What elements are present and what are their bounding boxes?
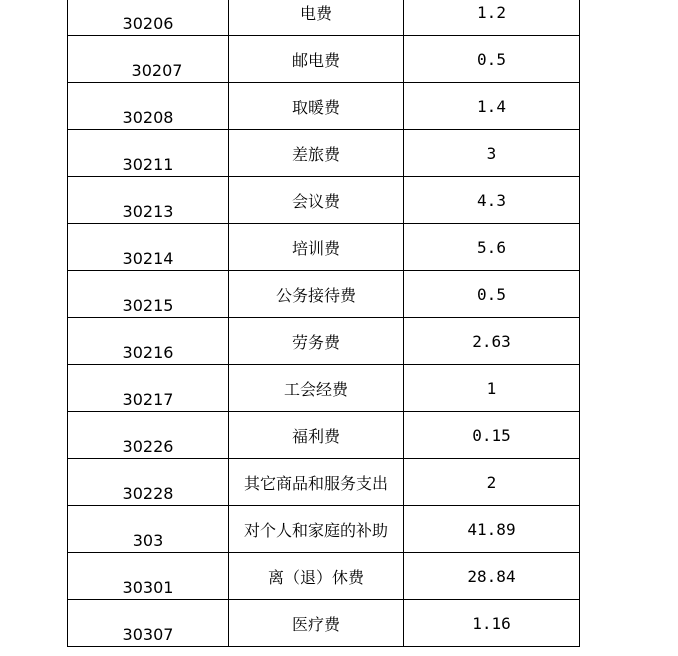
- item-name-cell: 差旅费: [229, 130, 404, 177]
- amount-cell: 2: [404, 459, 580, 506]
- code-text: 30211: [122, 155, 174, 174]
- amount-cell: 4.3: [404, 177, 580, 224]
- code-text: 30216: [122, 343, 174, 362]
- table-row: [68, 459, 580, 506]
- table-row: [68, 600, 580, 647]
- amount-cell: 3: [404, 130, 580, 177]
- code-cell: [68, 36, 229, 83]
- table-row: [68, 130, 580, 177]
- table-row: [68, 318, 580, 365]
- item-name-cell: 培训费: [229, 224, 404, 271]
- item-name-cell: 医疗费: [229, 600, 404, 647]
- item-name-cell: 电费: [229, 0, 404, 36]
- amount-cell: 0.15: [404, 412, 580, 459]
- code-text: 30217: [122, 390, 174, 409]
- code-cell: [68, 412, 229, 459]
- table-row: [68, 506, 580, 553]
- budget-table: [67, 0, 580, 647]
- item-name-cell: 离（退）休费: [229, 553, 404, 600]
- code-cell: [68, 0, 229, 36]
- item-name-cell: 公务接待费: [229, 271, 404, 318]
- code-text: 30214: [122, 249, 174, 268]
- amount-cell: 0.5: [404, 271, 580, 318]
- item-name-cell: 对个人和家庭的补助: [229, 506, 404, 553]
- table-row: [68, 0, 580, 36]
- table-row: [68, 36, 580, 83]
- code-cell: [68, 459, 229, 506]
- table-row: [68, 177, 580, 224]
- table-row: [68, 412, 580, 459]
- code-cell: [68, 177, 229, 224]
- amount-cell: 2.63: [404, 318, 580, 365]
- budget-table-body: [68, 0, 580, 647]
- code-cell: [68, 553, 229, 600]
- code-text: 30226: [122, 437, 174, 456]
- amount-cell: 5.6: [404, 224, 580, 271]
- amount-cell: 1.4: [404, 83, 580, 130]
- code-cell: [68, 224, 229, 271]
- table-row: [68, 553, 580, 600]
- code-text: 30208: [122, 108, 174, 127]
- code-text: 30228: [122, 484, 174, 503]
- code-cell: [68, 130, 229, 177]
- item-name-cell: 其它商品和服务支出: [229, 459, 404, 506]
- table-row: [68, 224, 580, 271]
- code-cell: [68, 83, 229, 130]
- code-text: 30213: [122, 202, 174, 221]
- code-cell: [68, 600, 229, 647]
- table-row: [68, 365, 580, 412]
- table-row: [68, 83, 580, 130]
- code-text: 30206: [122, 14, 174, 33]
- code-cell: [68, 365, 229, 412]
- code-text: 30301: [122, 578, 174, 597]
- item-name-cell: 劳务费: [229, 318, 404, 365]
- code-text: 30207: [131, 61, 183, 80]
- amount-cell: 1.16: [404, 600, 580, 647]
- code-cell: [68, 318, 229, 365]
- item-name-cell: 工会经费: [229, 365, 404, 412]
- table-row: [68, 271, 580, 318]
- amount-cell: 28.84: [404, 553, 580, 600]
- item-name-cell: 会议费: [229, 177, 404, 224]
- amount-cell: 41.89: [404, 506, 580, 553]
- code-text: 30215: [122, 296, 174, 315]
- item-name-cell: 邮电费: [229, 36, 404, 83]
- amount-cell: 0.5: [404, 36, 580, 83]
- code-cell: [68, 506, 229, 553]
- code-cell: [68, 271, 229, 318]
- item-name-cell: 福利费: [229, 412, 404, 459]
- item-name-cell: 取暖费: [229, 83, 404, 130]
- amount-cell: 1: [404, 365, 580, 412]
- code-text: 30307: [122, 625, 174, 644]
- amount-cell: 1.2: [404, 0, 580, 36]
- code-text: 303: [132, 531, 164, 550]
